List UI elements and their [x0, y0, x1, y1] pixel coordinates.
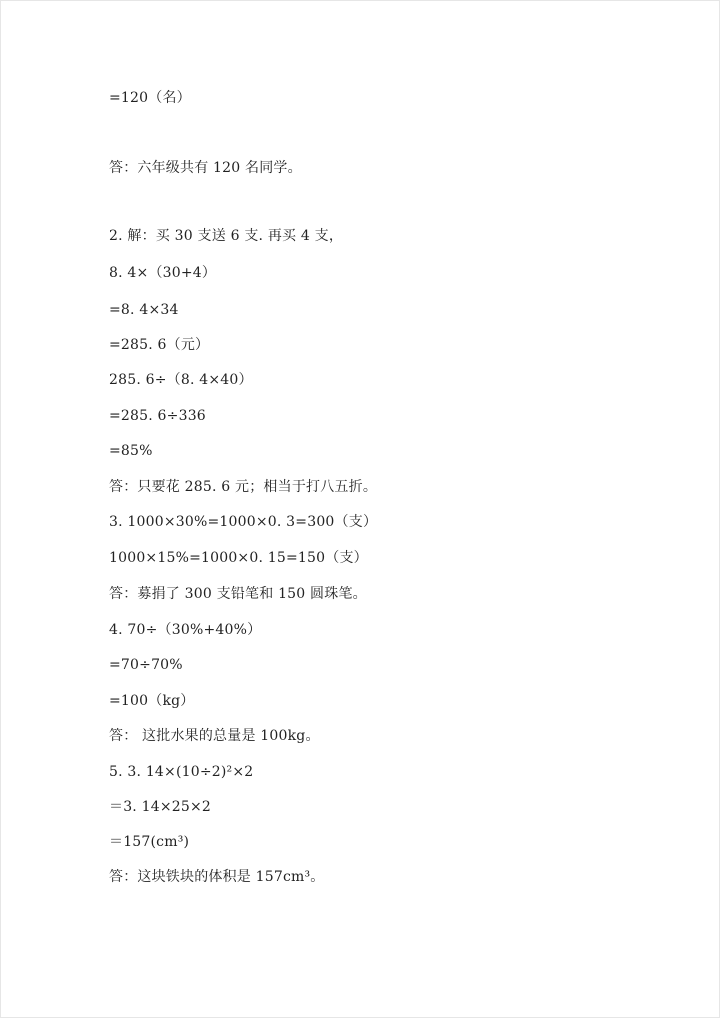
problem-3-heading: 3. 1000×30%=1000×0. 3=300（支）	[109, 514, 378, 530]
calc-line-total-students: =120（名）	[109, 90, 191, 106]
calc-line: ＝3. 14×25×2	[109, 799, 212, 815]
answer-line-4: 答： 这批水果的总量是 100kg。	[109, 728, 320, 744]
calc-line: =70÷70%	[109, 657, 183, 673]
answer-line-2: 答：只要花 285. 6 元；相当于打八五折。	[109, 479, 378, 495]
calc-line: ＝157(cm³)	[109, 834, 190, 850]
calc-line: 8. 4×（30+4）	[109, 265, 217, 281]
calc-line: 285. 6÷（8. 4×40）	[109, 372, 253, 388]
calc-line: =100（kg）	[109, 693, 195, 709]
answer-line-1: 答：六年级共有 120 名同学。	[109, 160, 302, 176]
problem-2-heading: 2. 解：买 30 支送 6 支. 再买 4 支，	[109, 228, 344, 244]
answer-line-3: 答：募捐了 300 支铅笔和 150 圆珠笔。	[109, 586, 367, 602]
calc-line: =8. 4×34	[109, 302, 179, 318]
problem-4-heading: 4. 70÷（30%+40%）	[109, 622, 262, 638]
problem-5-heading: 5. 3. 14×(10÷2)²×2	[109, 764, 254, 780]
answer-line-5: 答：这块铁块的体积是 157cm³。	[109, 869, 325, 885]
calc-line: =85%	[109, 443, 153, 459]
calc-line: =285. 6（元）	[109, 337, 210, 353]
calc-line: 1000×15%=1000×0. 15=150（支）	[109, 550, 368, 566]
calc-line: =285. 6÷336	[109, 408, 206, 424]
